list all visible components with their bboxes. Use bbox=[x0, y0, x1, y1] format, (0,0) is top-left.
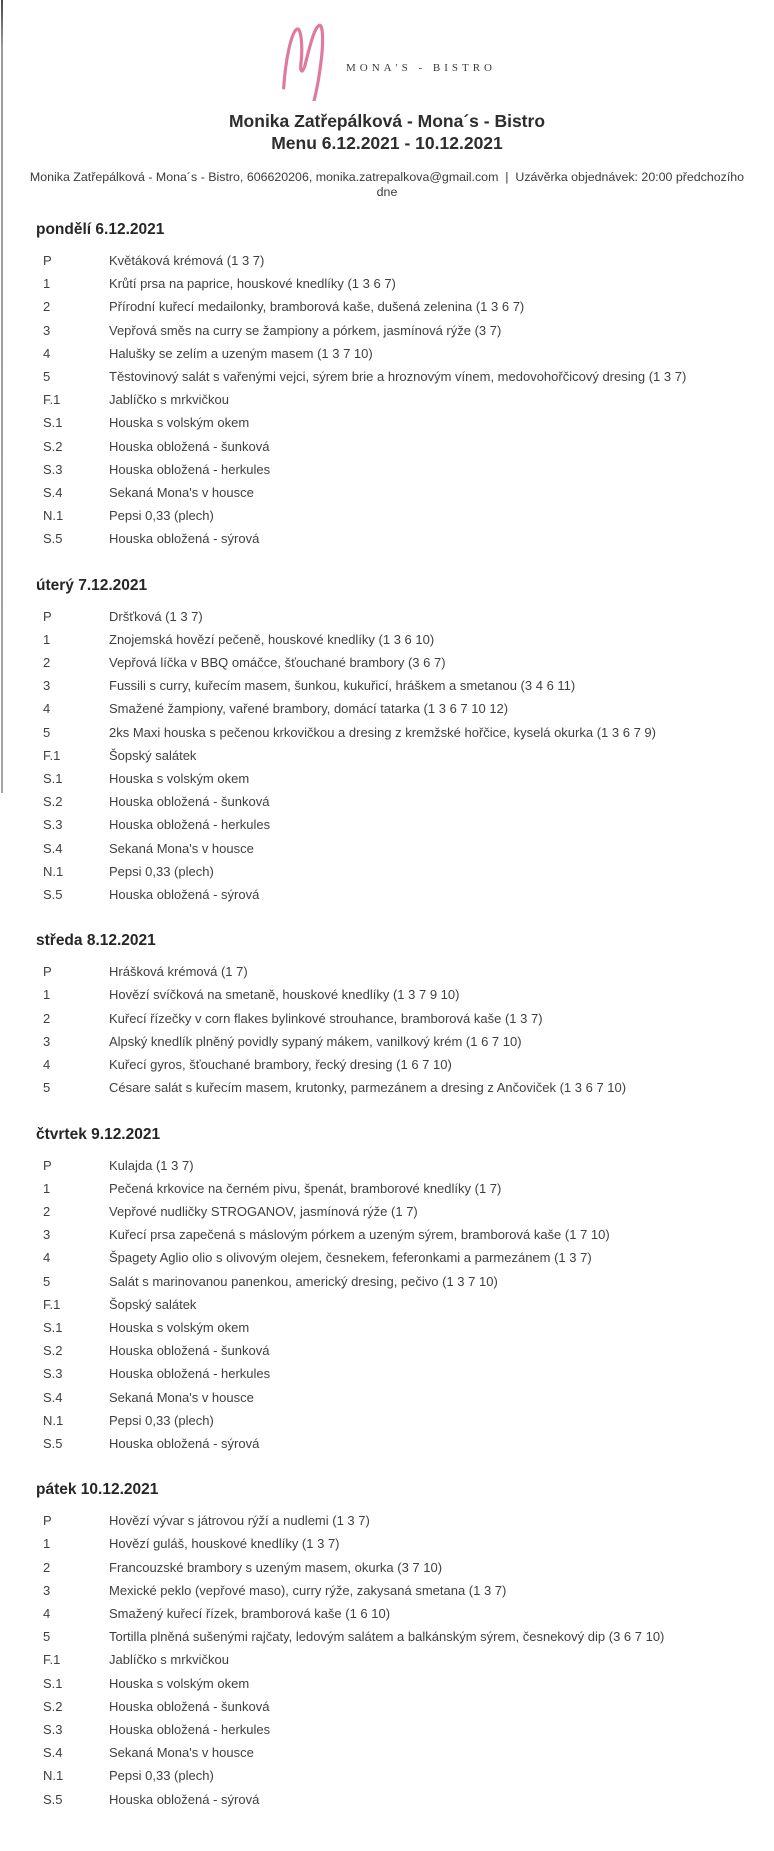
menu-item-text: Znojemská hovězí pečeně, houskové knedlíky (1 3 6 10) bbox=[109, 631, 435, 647]
menu-item-row bbox=[43, 1246, 738, 1269]
menu-item-code: 4 bbox=[43, 1250, 51, 1266]
menu-item-row bbox=[43, 983, 738, 1006]
menu-item-code: F.1 bbox=[43, 1296, 61, 1312]
day-title: pátek 10.12.2021 bbox=[36, 1481, 159, 1499]
menu-item-text: Hovězí guláš, houskové knedlíky (1 3 7) bbox=[109, 1536, 340, 1552]
menu-item-row bbox=[43, 651, 738, 674]
menu-item-text: Alpský knedlík plněný povidly sypaný mákem, vanilkový krém (1 6 7 10) bbox=[109, 1033, 522, 1049]
menu-item-text: Pečená krkovice na černém pivu, špenát, bramborové knedlíky (1 7) bbox=[109, 1180, 502, 1196]
menu-item-code: S.2 bbox=[43, 1698, 63, 1714]
menu-item-row bbox=[43, 813, 738, 836]
menu-item-row bbox=[43, 1386, 738, 1409]
menu-item-row bbox=[43, 1177, 738, 1200]
menu-item-code: S.1 bbox=[43, 771, 63, 787]
menu-item-code: 3 bbox=[43, 678, 51, 694]
menu-item-text: Kuřecí prsa zapečená s máslovým pórkem a uzeným sýrem, bramborová kaše (1 7 10) bbox=[109, 1227, 610, 1243]
menu-item-code: 4 bbox=[43, 1605, 51, 1621]
menu-item-code: 5 bbox=[43, 1273, 51, 1289]
menu-item-text: Kulajda (1 3 7) bbox=[109, 1157, 194, 1173]
menu-item-text: Houska obložená - herkules bbox=[109, 1721, 271, 1737]
menu-item-text: Dršťková (1 3 7) bbox=[109, 608, 203, 624]
menu-item-code: P bbox=[43, 253, 52, 268]
menu-item-code: 1 bbox=[43, 1536, 51, 1552]
menu-item-row bbox=[43, 837, 738, 860]
menu-item-row bbox=[43, 504, 738, 527]
menu-item-row bbox=[43, 697, 738, 720]
menu-item-row bbox=[43, 860, 738, 883]
menu-item-row bbox=[43, 744, 738, 767]
menu-item-code: 4 bbox=[43, 345, 51, 361]
menu-item-code: F.1 bbox=[43, 1652, 61, 1668]
menu-item-text: Houska obložená - herkules bbox=[109, 1366, 271, 1382]
menu-item-code: S.3 bbox=[43, 1721, 63, 1737]
menu-item-text: Houska obložená - šunková bbox=[109, 794, 270, 810]
menu-item-code: 3 bbox=[43, 322, 51, 338]
menu-item-text: Tortilla plněná sušenými rajčaty, ledovým salátem a balkánským sýrem, česnekový dip (3 6 7 10) bbox=[109, 1629, 665, 1645]
menu-item-code: S.5 bbox=[43, 1791, 63, 1807]
day-section bbox=[36, 931, 738, 1099]
menu-item-text: Smažené žampiony, vařené brambory, domácí tatarka (1 3 6 7 10 12) bbox=[109, 701, 509, 717]
day-items bbox=[43, 960, 738, 1099]
menu-item-code: S.5 bbox=[43, 1435, 63, 1451]
menu-item-row bbox=[43, 1432, 738, 1455]
menu-item-text: Pepsi 0,33 (plech) bbox=[109, 508, 214, 524]
menu-item-row bbox=[43, 435, 738, 458]
menu-item-text: Šopský salátek bbox=[109, 747, 197, 763]
menu-item-text: Césare salát s kuřecím masem, krutonky, parmezánem a dresing z Ančoviček (1 3 6 7 10) bbox=[109, 1080, 627, 1096]
day-section bbox=[36, 1480, 738, 1811]
menu-item-text: Vepřová směs na curry se žampiony a pórkem, jasmínová rýže (3 7) bbox=[109, 322, 502, 338]
menu-item-code: 3 bbox=[43, 1227, 51, 1243]
menu-item-row bbox=[43, 1579, 738, 1602]
menu-item-row bbox=[43, 388, 738, 411]
menu-item-code: 5 bbox=[43, 724, 51, 740]
logo bbox=[28, 16, 746, 102]
menu-item-row bbox=[43, 1362, 738, 1385]
menu-item-code: S.2 bbox=[43, 1343, 63, 1359]
menu-item-code: S.3 bbox=[43, 461, 63, 477]
menu-item-row bbox=[43, 1200, 738, 1223]
menu-item-row bbox=[43, 295, 738, 318]
day-title: středa 8.12.2021 bbox=[36, 932, 156, 950]
menu-item-text: Špagety Aglio olio s olivovým olejem, česnekem, feferonkami a parmezánem (1 3 7) bbox=[109, 1250, 592, 1266]
menu-item-row bbox=[43, 319, 738, 342]
menu-item-text: 2ks Maxi houska s pečenou krkovičkou a dresing z kremžské hořčice, kyselá okurka (1 3 6 7 9) bbox=[109, 724, 656, 740]
menu-item-text: Hrášková krémová (1 7) bbox=[109, 964, 248, 980]
menu-item-code: S.5 bbox=[43, 887, 63, 903]
menu-item-code: 5 bbox=[43, 369, 51, 385]
menu-item-row bbox=[43, 458, 738, 481]
menu-item-row bbox=[43, 1695, 738, 1718]
menu-item-text: Houska obložená - herkules bbox=[109, 461, 271, 477]
menu-item-row bbox=[43, 1316, 738, 1339]
menu-item-text: Sekaná Mona's v housce bbox=[109, 1389, 254, 1405]
menu-date-range: Menu 6.12.2021 - 10.12.2021 bbox=[271, 133, 503, 153]
menu-item-row bbox=[43, 1293, 738, 1316]
menu-item-text: Sekaná Mona's v housce bbox=[109, 840, 254, 856]
menu-item-row bbox=[43, 1648, 738, 1671]
menu-item-text: Houska s volským okem bbox=[109, 1319, 250, 1335]
menu-item-text: Hovězí vývar s játrovou rýží a nudlemi (1 3 7) bbox=[109, 1513, 370, 1529]
menu-item-code: S.3 bbox=[43, 817, 63, 833]
menu-item-text: Houska obložená - sýrová bbox=[109, 1791, 260, 1807]
menu-item-row bbox=[43, 674, 738, 697]
menu-item-row bbox=[43, 1672, 738, 1695]
menu-item-text: Pepsi 0,33 (plech) bbox=[109, 863, 214, 879]
menu-item-code: 5 bbox=[43, 1629, 51, 1645]
day-section bbox=[36, 1125, 738, 1456]
menu-item-code: S.4 bbox=[43, 1745, 63, 1761]
menu-item-code: 5 bbox=[43, 1080, 51, 1096]
menu-item-text: Krůtí prsa na paprice, houskové knedlíky (1 3 6 7) bbox=[109, 276, 396, 292]
menu-item-row bbox=[43, 249, 738, 272]
day-title: čtvrtek 9.12.2021 bbox=[36, 1125, 161, 1143]
menu-item-text: Těstovinový salát s vařenými vejci, sýrem brie a hroznovým vínem, medovohořčicový dresing (1 3 7) bbox=[109, 369, 687, 385]
menu-item-code: 3 bbox=[43, 1033, 51, 1049]
monas-monogram-icon bbox=[278, 17, 336, 101]
menu-item-text: Halušky se zelím a uzeným masem (1 3 7 10) bbox=[109, 345, 373, 361]
menu-item-row bbox=[43, 1509, 738, 1532]
menu-item-text: Pepsi 0,33 (plech) bbox=[109, 1768, 214, 1784]
menu-item-code: S.2 bbox=[43, 438, 63, 454]
menu-item-row bbox=[43, 883, 738, 906]
menu-days bbox=[28, 220, 746, 1811]
menu-item-code: 4 bbox=[43, 701, 51, 717]
menu-item-row bbox=[43, 342, 738, 365]
menu-item-code: N.1 bbox=[43, 1412, 64, 1428]
day-title: pondělí 6.12.2021 bbox=[36, 221, 165, 238]
menu-item-row bbox=[43, 1339, 738, 1362]
menu-item-row bbox=[43, 628, 738, 651]
menu-item-text: Fussili s curry, kuřecím masem, šunkou, kukuřicí, hráškem a smetanou (3 4 6 11) bbox=[109, 678, 576, 694]
menu-item-code: S.2 bbox=[43, 794, 63, 810]
menu-item-text: Kuřecí gyros, šťouchané brambory, řecký dresing (1 6 7 10) bbox=[109, 1057, 452, 1073]
menu-item-row bbox=[43, 481, 738, 504]
menu-item-text: Houska obložená - sýrová bbox=[109, 887, 260, 903]
day-section bbox=[36, 220, 738, 551]
menu-item-row bbox=[43, 411, 738, 434]
menu-item-code: F.1 bbox=[43, 747, 61, 763]
menu-item-text: Houska obložená - šunková bbox=[109, 1698, 270, 1714]
menu-item-text: Jablíčko s mrkvičkou bbox=[109, 1652, 229, 1668]
day-items bbox=[43, 249, 738, 551]
menu-item-text: Sekaná Mona's v housce bbox=[109, 1745, 254, 1761]
menu-item-code: P bbox=[43, 608, 52, 624]
menu-item-code: P bbox=[43, 1513, 52, 1529]
menu-item-row bbox=[43, 1741, 738, 1764]
menu-item-text: Smažený kuřecí řízek, bramborová kaše (1 6 10) bbox=[109, 1605, 391, 1621]
menu-item-text: Přírodní kuřecí medailonky, bramborová kaše, dušená zelenina (1 3 6 7) bbox=[109, 299, 525, 315]
menu-item-code: S.3 bbox=[43, 1366, 63, 1382]
menu-item-row bbox=[43, 790, 738, 813]
menu-item-code: N.1 bbox=[43, 863, 64, 879]
menu-item-row bbox=[43, 1788, 738, 1811]
menu-item-row bbox=[43, 1007, 738, 1030]
menu-item-code: N.1 bbox=[43, 508, 64, 524]
menu-item-row bbox=[43, 1154, 738, 1177]
menu-item-code: S.1 bbox=[43, 1319, 63, 1335]
menu-item-row bbox=[43, 527, 738, 550]
menu-item-row bbox=[43, 1270, 738, 1293]
menu-item-text: Hovězí svíčková na smetaně, houskové knedlíky (1 3 7 9 10) bbox=[109, 987, 460, 1003]
menu-item-code: S.5 bbox=[43, 531, 63, 547]
menu-item-code: 2 bbox=[43, 1203, 51, 1219]
menu-item-code: 1 bbox=[43, 276, 51, 292]
menu-item-text: Květáková krémová (1 3 7) bbox=[109, 253, 265, 268]
menu-item-row bbox=[43, 272, 738, 295]
day-items bbox=[43, 1509, 738, 1811]
contact-info-line: Monika Zatřepálková - Mona´s - Bistro, 606620206, monika.zatrepalkova@gmail.com | Uzávěrka objednávek: 20:00 předchozího dne bbox=[29, 170, 748, 199]
menu-item-text: Mexické peklo (vepřové maso), curry rýže, zakysaná smetana (1 3 7) bbox=[109, 1582, 507, 1598]
menu-item-text: Jablíčko s mrkvičkou bbox=[109, 392, 229, 408]
menu-item-text: Sekaná Mona's v housce bbox=[109, 485, 254, 501]
menu-item-code: 1 bbox=[43, 631, 51, 647]
day-items bbox=[43, 605, 738, 907]
menu-item-code: P bbox=[43, 964, 52, 980]
menu-item-row bbox=[43, 767, 738, 790]
menu-item-row bbox=[43, 960, 738, 983]
menu-item-code: 4 bbox=[43, 1057, 51, 1073]
menu-item-text: Houska obložená - šunková bbox=[109, 438, 270, 454]
menu-item-text: Houska s volským okem bbox=[109, 1675, 250, 1691]
menu-item-text: Šopský salátek bbox=[109, 1296, 197, 1312]
menu-item-row bbox=[43, 365, 738, 388]
menu-item-row bbox=[43, 1053, 738, 1076]
menu-item-row bbox=[43, 1030, 738, 1053]
menu-item-code: S.1 bbox=[43, 1675, 63, 1691]
menu-item-row bbox=[43, 1718, 738, 1741]
menu-item-text: Pepsi 0,33 (plech) bbox=[109, 1412, 214, 1428]
menu-item-row bbox=[43, 1223, 738, 1246]
menu-item-text: Vepřová líčka v BBQ omáčce, šťouchané brambory (3 6 7) bbox=[109, 655, 446, 671]
menu-item-code: S.4 bbox=[43, 840, 63, 856]
menu-item-text: Houska s volským okem bbox=[109, 415, 250, 431]
menu-item-row bbox=[43, 1764, 738, 1787]
menu-item-code: 2 bbox=[43, 655, 51, 671]
menu-item-code: F.1 bbox=[43, 392, 61, 408]
day-section bbox=[36, 576, 738, 907]
menu-item-row bbox=[43, 1532, 738, 1555]
day-items bbox=[43, 1154, 738, 1456]
menu-item-row bbox=[43, 605, 738, 628]
page-left-border bbox=[1, 0, 3, 793]
menu-item-code: 1 bbox=[43, 987, 51, 1003]
menu-item-row bbox=[43, 721, 738, 744]
menu-item-code: S.4 bbox=[43, 1389, 63, 1405]
menu-item-text: Salát s marinovanou panenkou, americký dresing, pečivo (1 3 7 10) bbox=[109, 1273, 498, 1289]
menu-item-text: Houska obložená - herkules bbox=[109, 817, 271, 833]
menu-item-code: N.1 bbox=[43, 1768, 64, 1784]
menu-item-text: Houska obložená - sýrová bbox=[109, 1435, 260, 1451]
menu-item-text: Kuřecí řízečky v corn flakes bylinkové strouhance, bramborová kaše (1 3 7) bbox=[109, 1010, 543, 1026]
menu-item-row bbox=[43, 1602, 738, 1625]
menu-item-text: Francouzské brambory s uzeným masem, okurka (3 7 10) bbox=[109, 1559, 443, 1575]
day-title: úterý 7.12.2021 bbox=[36, 576, 148, 594]
menu-item-code: P bbox=[43, 1157, 52, 1173]
menu-item-code: S.1 bbox=[43, 415, 63, 431]
brand-text: MONA'S - BISTRO bbox=[346, 62, 496, 74]
menu-item-text: Houska s volským okem bbox=[109, 771, 250, 787]
menu-item-row bbox=[43, 1556, 738, 1579]
menu-item-text: Houska obložená - šunková bbox=[109, 1343, 270, 1359]
menu-item-code: 3 bbox=[43, 1582, 51, 1598]
menu-item-row bbox=[43, 1625, 738, 1648]
menu-item-code: 2 bbox=[43, 299, 51, 315]
page-title: Monika Zatřepálková - Mona´s - Bistro bbox=[228, 111, 546, 131]
menu-item-code: 2 bbox=[43, 1010, 51, 1026]
menu-item-code: S.4 bbox=[43, 485, 63, 501]
menu-item-code: 2 bbox=[43, 1559, 51, 1575]
menu-item-row bbox=[43, 1409, 738, 1432]
menu-item-text: Vepřové nudličky STROGANOV, jasmínová rýže (1 7) bbox=[109, 1203, 418, 1219]
menu-item-row bbox=[43, 1076, 738, 1099]
menu-item-text: Houska obložená - sýrová bbox=[109, 531, 260, 547]
menu-item-code: 1 bbox=[43, 1180, 51, 1196]
